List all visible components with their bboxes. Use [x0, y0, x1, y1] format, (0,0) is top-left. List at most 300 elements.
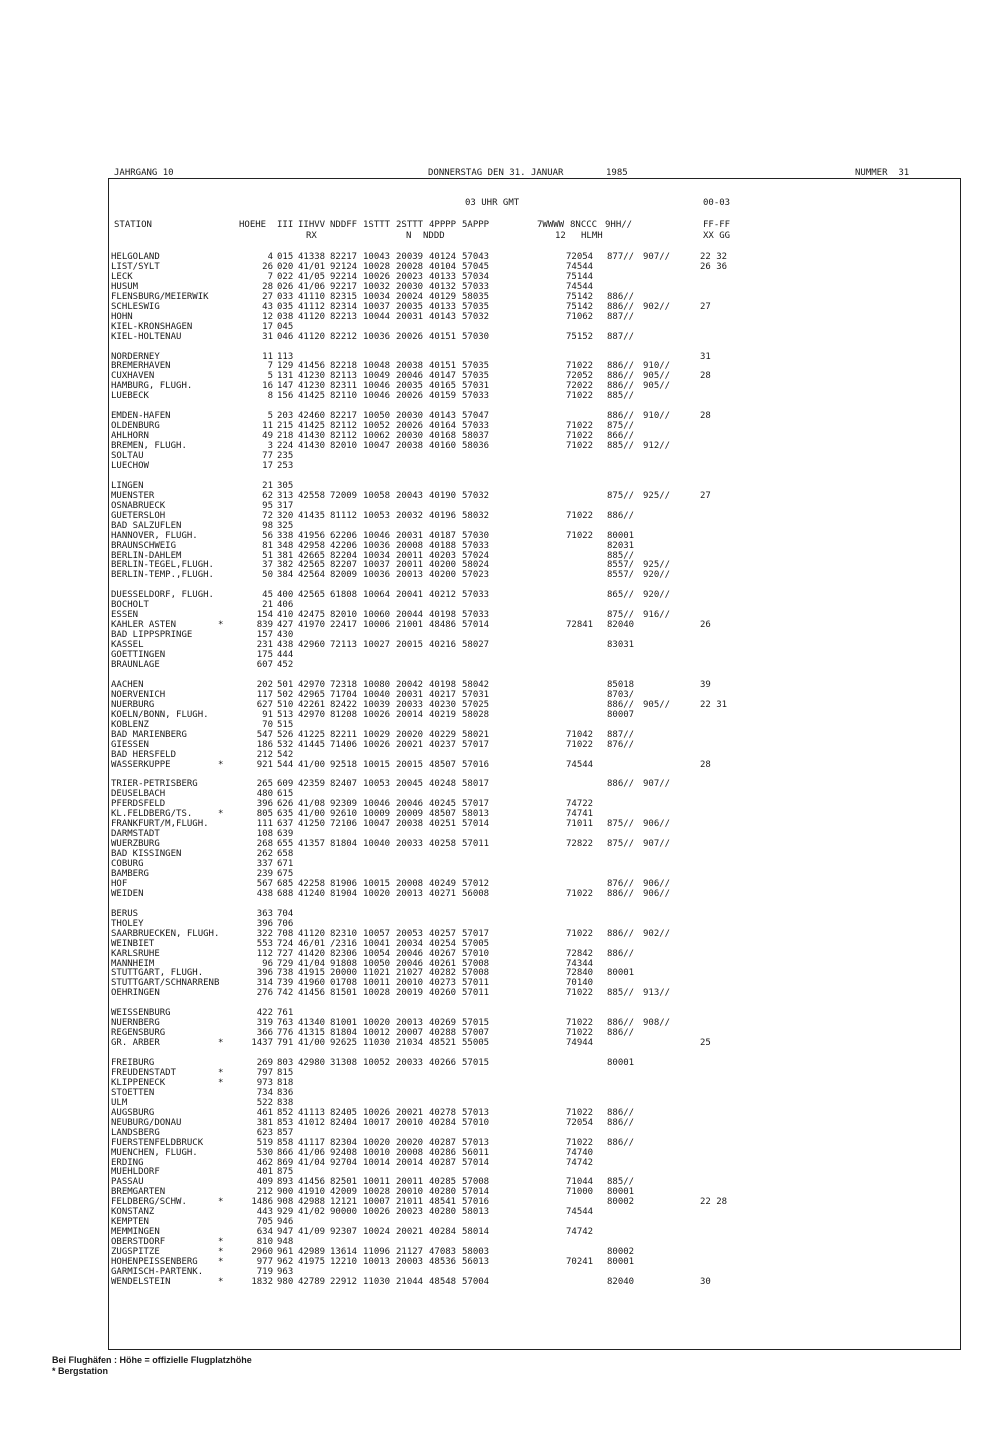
station-index: 510 [277, 699, 294, 710]
station-height: 547 [256, 729, 273, 740]
group-2sttt: 20010 [396, 1117, 424, 1128]
group-4pppp: 40198 [429, 610, 457, 621]
station-name: KOELN/BONN, FLUGH. [111, 709, 209, 720]
station-height: 111 [256, 819, 273, 830]
station-height: 409 [256, 1177, 273, 1188]
station-height: 231 [256, 640, 273, 651]
group-iihvv: 42970 [298, 709, 326, 720]
group-9hh: 920// [643, 570, 671, 581]
group-2sttt: 20038 [396, 441, 424, 451]
col-ff-ff: FF-FF [703, 220, 731, 230]
group-2sttt: 20030 [396, 431, 424, 442]
group-1sttt: 10014 [363, 1157, 391, 1168]
station-index: 853 [277, 1117, 294, 1128]
station-name: LIST/SYLT [111, 261, 160, 272]
station-index: 430 [277, 630, 294, 641]
group-9hh: 905// [643, 371, 671, 382]
station-height: 396 [256, 799, 273, 810]
group-9hh: 905// [643, 699, 671, 710]
group-4pppp: 40164 [429, 421, 457, 432]
group-8nccc: 885// [607, 441, 635, 451]
group-1sttt: 10040 [363, 689, 391, 700]
station-name: WEISSENBURG [111, 1008, 171, 1019]
station-height: 396 [256, 968, 273, 979]
table-row [0, 332, 1000, 343]
station-index: 218 [277, 431, 294, 442]
group-nddff: 92625 [330, 1038, 358, 1049]
group-nddff: 72009 [330, 490, 358, 501]
group-5appp: 57007 [462, 1028, 490, 1039]
mountain-marker: * [218, 1247, 224, 1257]
group-nddff: 82407 [330, 779, 358, 790]
station-height: 91 [262, 709, 273, 720]
group-iihvv: 42475 [298, 610, 326, 621]
group-nddff: 82217 [330, 411, 358, 422]
group-8nccc: 80001 [607, 530, 635, 541]
group-5appp: 58027 [462, 640, 490, 651]
group-5appp: 57015 [462, 1058, 490, 1068]
group-5appp: 57011 [462, 978, 490, 989]
group-7wwww: 74741 [566, 809, 594, 820]
station-height: 262 [256, 849, 273, 859]
station-name: BREMEN, FLUGH. [111, 441, 187, 451]
station-name: BERLIN-TEMP.,FLUGH. [111, 570, 214, 581]
group-5appp: 57023 [462, 570, 490, 581]
group-ff-gg: 28 [700, 759, 711, 770]
station-height: 422 [256, 1008, 273, 1019]
group-2sttt: 21044 [396, 1276, 424, 1287]
group-5appp: 57033 [462, 281, 490, 292]
station-index: 438 [277, 640, 294, 651]
group-9hh: 906// [643, 819, 671, 830]
group-9hh: 907// [643, 779, 671, 790]
station-height: 21 [262, 480, 273, 491]
period-label: 00-03 [703, 198, 731, 208]
group-2sttt: 20031 [396, 530, 424, 541]
group-7wwww: 74742 [566, 1157, 594, 1168]
station-index: 947 [277, 1227, 294, 1238]
group-4pppp: 40287 [429, 1157, 457, 1168]
table-row [0, 570, 1000, 581]
group-4pppp: 40278 [429, 1107, 457, 1118]
group-1sttt: 10046 [363, 530, 391, 541]
station-index: 761 [277, 1008, 294, 1019]
group-iihvv: 42460 [298, 411, 326, 422]
group-iihvv: 41/08 [298, 799, 326, 810]
station-name: LANDSBERG [111, 1127, 160, 1138]
group-1sttt: 10058 [363, 490, 391, 501]
station-index: 035 [277, 301, 294, 312]
group-7wwww: 74742 [566, 1227, 594, 1238]
group-2sttt: 20039 [396, 252, 424, 262]
group-4pppp: 40165 [429, 381, 457, 392]
group-2sttt: 20023 [396, 271, 424, 282]
group-2sttt: 20008 [396, 1147, 424, 1158]
col-9hh: 9HH// [605, 220, 633, 230]
group-nddff: 82310 [330, 928, 358, 939]
station-name: KOBLENZ [111, 719, 149, 730]
group-iihvv: 41120 [298, 928, 326, 939]
group-1sttt: 11096 [363, 1247, 391, 1257]
group-nddff: 82211 [330, 729, 358, 740]
station-height: 56 [262, 530, 273, 541]
group-8nccc: 886// [607, 510, 635, 521]
group-8nccc: 886// [607, 1028, 635, 1039]
station-height: 202 [256, 679, 273, 690]
station-height: 276 [256, 988, 273, 999]
group-4pppp: 40143 [429, 411, 457, 422]
group-2sttt: 21034 [396, 1038, 424, 1049]
group-1sttt: 10009 [363, 809, 391, 820]
group-5appp: 57017 [462, 799, 490, 810]
station-index: 655 [277, 839, 294, 850]
station-name: BAD MARIENBERG [111, 729, 187, 740]
group-nddff: 72106 [330, 819, 358, 830]
group-8nccc: 876// [607, 739, 635, 750]
station-index: 384 [277, 570, 294, 581]
station-name: NUERNBERG [111, 1018, 160, 1029]
station-name: BOCHOLT [111, 600, 149, 611]
station-height: 26 [262, 261, 273, 272]
group-5appp: 58028 [462, 709, 490, 720]
group-5appp: 57045 [462, 261, 490, 272]
group-7wwww: 72842 [566, 948, 594, 959]
station-index: 639 [277, 829, 294, 840]
group-nddff: 92307 [330, 1227, 358, 1238]
station-height: 212 [256, 1187, 273, 1198]
group-2sttt: 20030 [396, 411, 424, 422]
col-4pppp-sub: NDDD [423, 231, 445, 241]
group-iihvv: 41/01 [298, 261, 326, 272]
station-index: 338 [277, 530, 294, 541]
group-iihvv: 42564 [298, 570, 326, 581]
group-2sttt: 20024 [396, 291, 424, 302]
group-4pppp: 40282 [429, 968, 457, 979]
mountain-marker: * [218, 1038, 224, 1049]
group-5appp: 57013 [462, 1137, 490, 1148]
group-2sttt: 20021 [396, 1107, 424, 1118]
station-index: 156 [277, 391, 294, 402]
group-7wwww: 75142 [566, 291, 594, 302]
group-5appp: 57035 [462, 361, 490, 372]
group-4pppp: 40251 [429, 819, 457, 830]
group-4pppp: 40280 [429, 1187, 457, 1198]
group-5appp: 55005 [462, 1038, 490, 1049]
station-height: 11 [262, 421, 273, 432]
group-1sttt: 10026 [363, 739, 391, 750]
group-nddff: 82218 [330, 361, 358, 372]
col-iihvv: IIHVV [298, 220, 326, 230]
station-index: 658 [277, 849, 294, 859]
group-1sttt: 10060 [363, 610, 391, 621]
station-height: 269 [256, 1058, 273, 1068]
group-2sttt: 20046 [396, 371, 424, 382]
group-1sttt: 10054 [363, 948, 391, 959]
station-index: 382 [277, 560, 294, 571]
group-iihvv: 46/01 [298, 938, 326, 949]
group-7wwww: 71022 [566, 421, 594, 432]
group-2sttt: 20031 [396, 311, 424, 322]
station-height: 81 [262, 540, 273, 551]
group-nddff: 72318 [330, 679, 358, 690]
group-7wwww: 74722 [566, 799, 594, 810]
station-name: COBURG [111, 859, 144, 869]
station-height: 438 [256, 888, 273, 899]
group-nddff: 82217 [330, 252, 358, 262]
station-index: 637 [277, 819, 294, 830]
group-nddff: 12121 [330, 1197, 358, 1208]
group-5appp: 58042 [462, 679, 490, 690]
group-2sttt: 20008 [396, 540, 424, 551]
station-index: 739 [277, 978, 294, 989]
station-name: ERDING [111, 1157, 144, 1168]
group-iihvv: 42665 [298, 550, 326, 561]
group-nddff: 82213 [330, 311, 358, 322]
group-8nccc: 886// [607, 301, 635, 312]
group-7wwww: 75142 [566, 301, 594, 312]
group-1sttt: 10037 [363, 560, 391, 571]
group-ff-gg: 22 32 [700, 252, 728, 262]
group-iihvv: 41/06 [298, 1147, 326, 1158]
group-8nccc: 85018 [607, 679, 635, 690]
group-1sttt: 10020 [363, 1137, 391, 1148]
group-4pppp: 40124 [429, 252, 457, 262]
group-iihvv: 41250 [298, 819, 326, 830]
station-index: 026 [277, 281, 294, 292]
group-7wwww: 70140 [566, 978, 594, 989]
group-1sttt: 10011 [363, 978, 391, 989]
group-7wwww: 71022 [566, 888, 594, 899]
group-1sttt: 10006 [363, 620, 391, 631]
group-7wwww: 75144 [566, 271, 594, 282]
group-8nccc: 80002 [607, 1197, 635, 1208]
station-height: 7 [267, 361, 273, 372]
group-nddff: 12210 [330, 1257, 358, 1267]
station-height: 461 [256, 1107, 273, 1118]
group-4pppp: 40288 [429, 1028, 457, 1039]
station-index: 224 [277, 441, 294, 451]
group-iihvv: 41338 [298, 252, 326, 262]
group-nddff: 82314 [330, 301, 358, 312]
group-7wwww: 71000 [566, 1187, 594, 1198]
group-1sttt: 10020 [363, 888, 391, 899]
footnote-airports: Bei Flughäfen : Höhe = offizielle Flugplatzhöhe [52, 1355, 252, 1365]
station-name: MANNHEIM [111, 958, 155, 969]
station-height: 157 [256, 630, 273, 641]
station-name: KL.FELDBERG/TS. [111, 809, 193, 820]
station-index: 147 [277, 381, 294, 392]
group-iihvv: 41430 [298, 441, 326, 451]
station-name: BERLIN-DAHLEM [111, 550, 182, 561]
group-4pppp: 40190 [429, 490, 457, 501]
station-name: ZUGSPITZE [111, 1247, 160, 1257]
group-1sttt: 10034 [363, 550, 391, 561]
group-iihvv: 42565 [298, 560, 326, 571]
station-height: 719 [256, 1266, 273, 1277]
station-height: 175 [256, 650, 273, 660]
group-5appp: 57047 [462, 411, 490, 422]
group-9hh: 902// [643, 928, 671, 939]
station-index: 858 [277, 1137, 294, 1148]
group-2sttt: 20021 [396, 739, 424, 750]
group-2sttt: 20003 [396, 1257, 424, 1267]
station-name: HUSUM [111, 281, 139, 292]
col-8nccc-sub: HLMH [581, 231, 603, 241]
station-height: 45 [262, 590, 273, 601]
station-height: 462 [256, 1157, 273, 1168]
group-iihvv: 42359 [298, 779, 326, 790]
station-name: WEIDEN [111, 888, 144, 899]
group-4pppp: 40187 [429, 530, 457, 541]
group-1sttt: 10040 [363, 839, 391, 850]
group-2sttt: 20046 [396, 948, 424, 959]
group-ff-gg: 30 [700, 1276, 711, 1287]
group-4pppp: 40254 [429, 938, 457, 949]
group-1sttt: 10020 [363, 1018, 391, 1029]
group-ff-gg: 28 [700, 371, 711, 382]
group-8nccc: 865// [607, 590, 635, 601]
station-index: 410 [277, 610, 294, 621]
group-1sttt: 10026 [363, 1207, 391, 1218]
group-1sttt: 10039 [363, 699, 391, 710]
group-1sttt: 11030 [363, 1276, 391, 1287]
station-name: NORDERNEY [111, 351, 160, 362]
station-index: 444 [277, 650, 294, 660]
group-ff-gg: 31 [700, 351, 711, 362]
station-index: 015 [277, 252, 294, 262]
station-index: 313 [277, 490, 294, 501]
group-5appp: 57034 [462, 271, 490, 282]
station-index: 129 [277, 361, 294, 372]
group-8nccc: 886// [607, 948, 635, 959]
group-5appp: 57033 [462, 540, 490, 551]
col-5appp: 5APPP [462, 220, 490, 230]
station-height: 17 [262, 321, 273, 332]
group-5appp: 58032 [462, 510, 490, 521]
group-2sttt: 20015 [396, 640, 424, 651]
station-index: 852 [277, 1107, 294, 1118]
group-7wwww: 72054 [566, 1117, 594, 1128]
station-name: HOHN [111, 311, 133, 322]
group-7wwww: 72054 [566, 252, 594, 262]
group-1sttt: 10028 [363, 1187, 391, 1198]
station-name: KARLSRUHE [111, 948, 160, 959]
observation-time: 03 UHR GMT [465, 198, 520, 208]
station-index: 635 [277, 809, 294, 820]
group-8nccc: 8557/ [607, 560, 635, 571]
station-name: KASSEL [111, 640, 144, 651]
group-8nccc: 875// [607, 610, 635, 621]
group-4pppp: 40257 [429, 928, 457, 939]
group-1sttt: 10027 [363, 640, 391, 651]
group-7wwww: 74544 [566, 759, 594, 770]
group-4pppp: 40280 [429, 1207, 457, 1218]
station-index: 038 [277, 311, 294, 322]
station-height: 363 [256, 908, 273, 919]
group-5appp: 57014 [462, 1157, 490, 1168]
station-name: DUESSELDORF, FLUGH. [111, 590, 214, 601]
station-name: REGENSBURG [111, 1028, 166, 1039]
group-iihvv: 41456 [298, 988, 326, 999]
group-2sttt: 21011 [396, 1197, 424, 1208]
group-2sttt: 20035 [396, 381, 424, 392]
group-5appp: 56013 [462, 1257, 490, 1267]
station-index: 980 [277, 1276, 294, 1287]
station-index: 671 [277, 859, 294, 869]
group-nddff: 20000 [330, 968, 358, 979]
station-index: 908 [277, 1197, 294, 1208]
station-index: 836 [277, 1087, 294, 1098]
group-2sttt: 20014 [396, 709, 424, 720]
group-nddff: /2316 [330, 938, 358, 949]
station-height: 973 [256, 1077, 273, 1088]
group-4pppp: 48507 [429, 809, 457, 820]
group-2sttt: 20013 [396, 888, 424, 899]
station-height: 112 [256, 948, 273, 959]
station-index: 215 [277, 421, 294, 432]
group-7wwww: 71022 [566, 391, 594, 402]
station-index: 542 [277, 749, 294, 760]
station-height: 16 [262, 381, 273, 392]
station-name: DARMSTADT [111, 829, 160, 840]
group-ff-gg: 26 [700, 620, 711, 631]
group-5appp: 57030 [462, 331, 490, 342]
group-5appp: 57017 [462, 739, 490, 750]
group-iihvv: 42965 [298, 689, 326, 700]
group-1sttt: 10047 [363, 441, 391, 451]
column-header-line2 [0, 231, 1000, 242]
group-8nccc: 82040 [607, 620, 635, 631]
group-nddff: 61808 [330, 590, 358, 601]
station-name: GOETTINGEN [111, 650, 166, 660]
group-nddff: 92214 [330, 271, 358, 282]
group-7wwww: 74544 [566, 281, 594, 292]
station-index: 727 [277, 948, 294, 959]
group-9hh: 910// [643, 361, 671, 372]
station-height: 567 [256, 878, 273, 889]
station-height: 366 [256, 1028, 273, 1039]
group-ff-gg: 26 36 [700, 261, 728, 272]
group-7wwww: 72822 [566, 839, 594, 850]
group-iihvv: 41910 [298, 1187, 326, 1198]
group-2sttt: 20013 [396, 1018, 424, 1029]
station-name: BREMERHAVEN [111, 361, 171, 372]
station-height: 5 [267, 411, 273, 422]
group-nddff: 42009 [330, 1187, 358, 1198]
station-name: KEMPTEN [111, 1217, 149, 1228]
group-7wwww: 74544 [566, 1207, 594, 1218]
station-height: 839 [256, 620, 273, 631]
group-nddff: 81001 [330, 1018, 358, 1029]
station-name: BREMGARTEN [111, 1187, 166, 1198]
group-9hh: 916// [643, 610, 671, 621]
group-nddff: 92610 [330, 809, 358, 820]
station-index: 948 [277, 1237, 294, 1248]
group-5appp: 57010 [462, 948, 490, 959]
station-name: MUENSTER [111, 490, 155, 501]
bottom-rule [108, 1349, 961, 1350]
group-iihvv: 42960 [298, 640, 326, 651]
station-index: 400 [277, 590, 294, 601]
station-index: 020 [277, 261, 294, 272]
group-iihvv: 41110 [298, 291, 326, 302]
group-iihvv: 41456 [298, 1177, 326, 1188]
group-iihvv: 41970 [298, 620, 326, 631]
group-1sttt: 11021 [363, 968, 391, 979]
station-name: SCHLESWIG [111, 301, 160, 312]
table-row [0, 461, 1000, 472]
group-5appp: 57032 [462, 490, 490, 501]
